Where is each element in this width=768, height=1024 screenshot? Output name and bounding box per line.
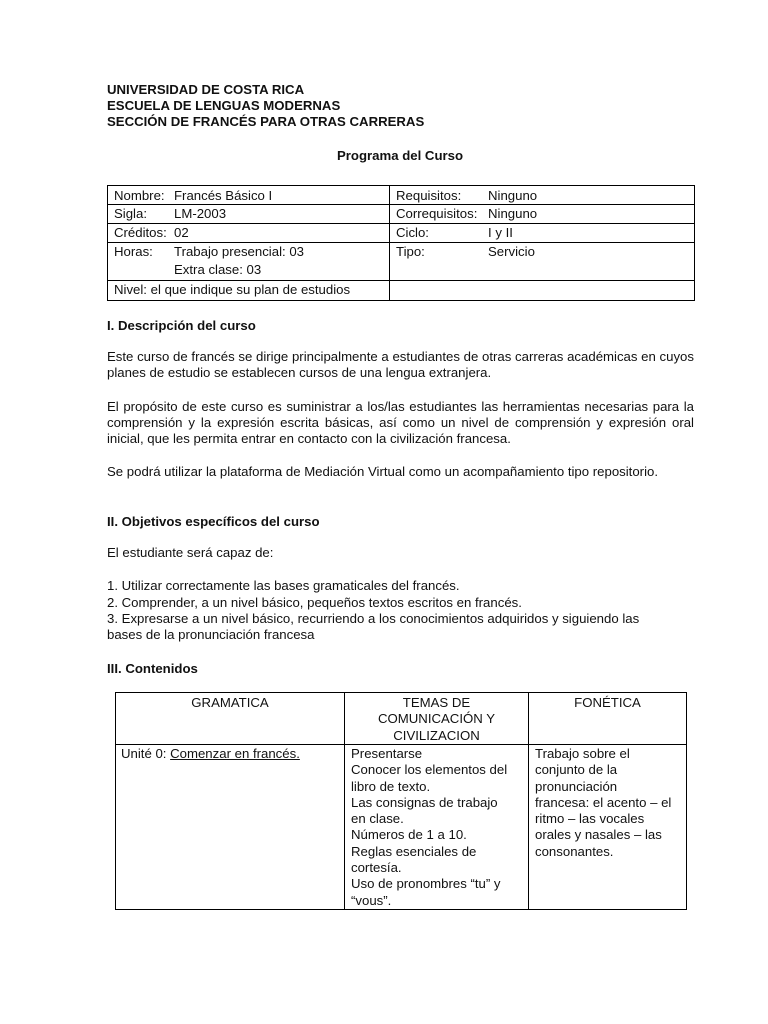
table-divider (108, 204, 694, 205)
tipo-value: Servicio (488, 244, 535, 259)
temas-line: libro de texto. (351, 778, 431, 794)
fonetica-line: ritmo – las vocales (535, 811, 645, 827)
objective-item: 3. Expresarse a un nivel básico, recurriendo a los conocimientos adquiridos y siguiendo las (107, 611, 640, 626)
column-header-fonetica: FONÉTICA (574, 695, 641, 710)
creditos-label: Créditos: (114, 225, 167, 240)
correquisitos-value: Ninguno (488, 206, 538, 221)
temas-line: “vous”. (351, 892, 392, 908)
table-divider (389, 186, 390, 282)
section-title-descripcion: I. Descripción del curso (107, 318, 256, 333)
temas-line: Uso de pronombres “tu” y (351, 876, 501, 892)
fonetica-cell (535, 746, 671, 860)
table-divider (528, 693, 529, 909)
horas-presencial: Trabajo presencial: 03 (174, 244, 304, 259)
contents-table (115, 692, 687, 910)
paragraph: Se podrá utilizar la plataforma de Mediación Virtual como un acompañamiento tipo repositorio. (107, 464, 659, 479)
section-title-objetivos: II. Objetivos específicos del curso (107, 514, 320, 529)
ciclo-label: Ciclo: (396, 225, 429, 240)
column-header-temas (345, 695, 528, 744)
university-name: UNIVERSIDAD DE COSTA RICA (107, 82, 305, 97)
section-title-contenidos: III. Contenidos (107, 661, 198, 676)
requisitos-label: Requisitos: (396, 188, 462, 203)
ciclo-value: I y II (488, 225, 513, 240)
temas-line: Números de 1 a 10. (351, 827, 467, 843)
objective-item: 2. Comprender, a un nivel básico, pequeños textos escritos en francés. (107, 595, 522, 610)
sigla-label: Sigla: (114, 206, 147, 221)
fonetica-line: consonantes. (535, 843, 614, 859)
creditos-value: 02 (174, 225, 189, 240)
nombre-value: Francés Básico I (174, 188, 273, 203)
temas-line: Presentarse (351, 746, 423, 761)
column-header-line: CIVILIZACION (393, 727, 480, 743)
temas-line: Reglas esenciales de (351, 843, 477, 859)
temas-line: Conocer los elementos del (351, 762, 508, 778)
section-name: SECCIÓN DE FRANCÉS PARA OTRAS CARRERAS (107, 114, 425, 129)
column-header-line: COMUNICACIÓN Y (378, 711, 495, 727)
objective-item: 1. Utilizar correctamente las bases gramaticales del francés. (107, 578, 460, 593)
temas-cell (351, 746, 507, 909)
table-divider (116, 744, 686, 745)
paragraph: Este curso de francés se dirige principalmente a estudiantes de otras carreras académicas en cuyos planes de estudio se establecen cursos de una lengua extranjera. (107, 349, 694, 381)
paragraph: El propósito de este curso es suministrar a los/las estudiantes las herramientas necesarias para la comprensión y la expresión escrita básicas, así como un nivel de comprensión y expresión oral inicial, que les permita entrar en contacto con la civilización francesa. (107, 399, 694, 447)
objective-item-continued: bases de la pronunciación francesa (107, 627, 315, 642)
horas-label: Horas: (114, 244, 153, 259)
temas-line: Las consignas de trabajo (351, 794, 498, 810)
correquisitos-label: Correquisitos: (396, 206, 478, 221)
fonetica-line: orales y nasales – las (535, 827, 662, 843)
table-divider (108, 242, 694, 243)
unit-prefix: Unité 0: (121, 746, 171, 761)
temas-line: en clase. (351, 811, 404, 827)
table-divider (108, 280, 694, 281)
column-header-line: TEMAS DE (402, 695, 471, 710)
table-divider (108, 223, 694, 224)
fonetica-line: pronunciación (535, 778, 618, 794)
objetivos-intro: El estudiante será capaz de: (107, 545, 274, 560)
gramatica-cell (121, 746, 300, 762)
table-divider (389, 280, 390, 300)
sigla-value: LM-2003 (174, 206, 227, 221)
program-title: Programa del Curso (336, 148, 464, 163)
unit-title: Comenzar en francés. (170, 746, 300, 761)
requisitos-value: Ninguno (488, 188, 538, 203)
temas-line: cortesía. (351, 860, 402, 876)
fonetica-line: Trabajo sobre el (535, 746, 630, 761)
tipo-label: Tipo: (396, 244, 425, 259)
column-header-gramatica: GRAMATICA (191, 695, 269, 710)
horas-extra-clase: Extra clase: 03 (174, 262, 262, 277)
fonetica-line: francesa: el acento – el (535, 794, 672, 810)
fonetica-line: conjunto de la (535, 762, 618, 778)
school-name: ESCUELA DE LENGUAS MODERNAS (107, 98, 341, 113)
nombre-label: Nombre: (114, 188, 165, 203)
course-info-table (107, 185, 695, 301)
nivel-text: Nivel: el que indique su plan de estudios (114, 282, 351, 297)
